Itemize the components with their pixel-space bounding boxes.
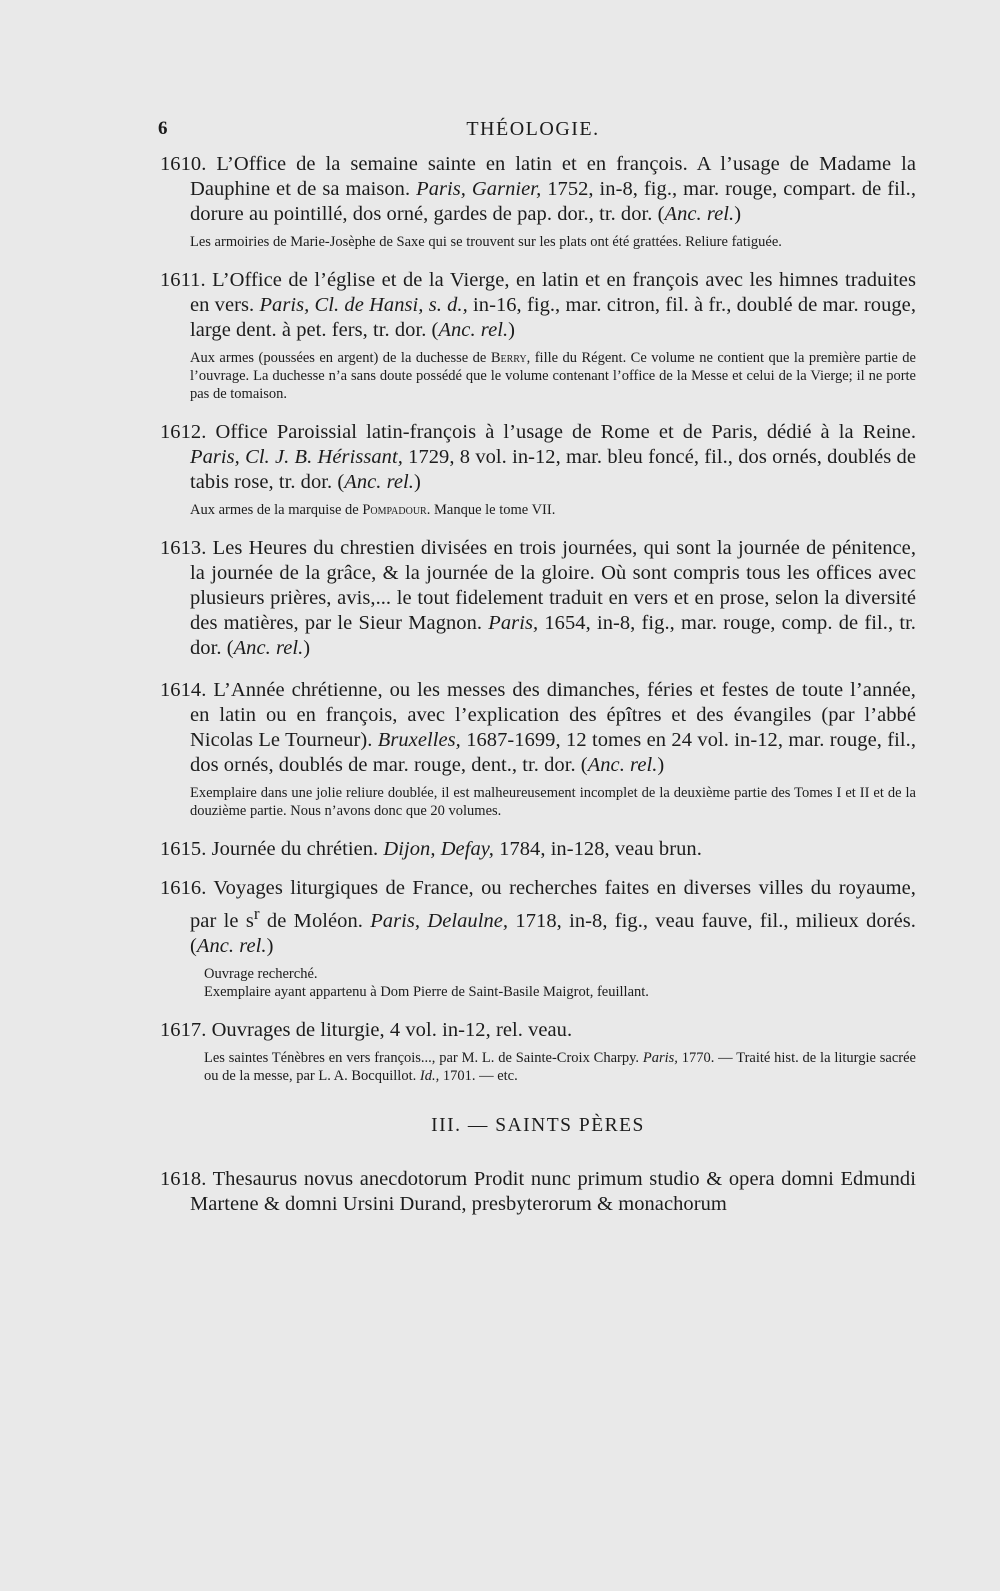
page-header <box>158 118 908 148</box>
entry-1617 <box>160 1018 916 1085</box>
entry-binding: Anc. rel. <box>664 203 735 225</box>
entry-title: Office Paroissial latin-françois à l’usage de Rome et de Paris, dédié à la Reine. <box>215 421 916 443</box>
entry-binding-close: ) <box>657 754 665 776</box>
entry-publisher: Dijon, Defay, <box>383 838 494 860</box>
entry-number: 1613. <box>160 537 207 559</box>
entry-1612 <box>160 420 916 519</box>
note-place: Id., <box>419 1067 440 1084</box>
entry-1617-text <box>160 1018 916 1043</box>
entry-1617-note <box>160 1049 916 1085</box>
note-text: . Manque le tome VII. <box>426 502 556 518</box>
entry-publisher: Paris, Cl. de Hansi, s. d., <box>259 294 468 316</box>
entry-1616-text <box>160 876 916 959</box>
entry-title-end: de Moléon. <box>259 909 363 932</box>
entry-publisher: Bruxelles, <box>377 729 461 751</box>
entry-binding: Anc. rel. <box>438 319 509 341</box>
entry-1611-text <box>160 268 916 343</box>
entry-description: 1784, in-128, veau brun. <box>499 838 702 860</box>
entry-1614 <box>160 678 916 820</box>
page-number: 6 <box>158 118 168 139</box>
entry-1618 <box>160 1167 916 1217</box>
entry-publisher: Paris, Garnier, <box>416 178 542 200</box>
entry-binding-close: ) <box>734 203 742 225</box>
entry-1610 <box>160 152 916 251</box>
entry-binding: Anc. rel. <box>196 934 267 957</box>
entry-number: 1615. <box>160 838 207 860</box>
entry-title: L’Année chrétienne, ou les messes des dimanches, féries et festes de toute l’année, en latin ou en françois, avec l’explication des épîtres et des évangiles (par l’abbé Nicolas Le Tourneur). <box>190 679 916 751</box>
entry-binding-close: ) <box>508 319 516 341</box>
entry-title: L’Office de l’église et de la Vierge, en latin et en françois avec les himnes traduites en vers. <box>190 269 916 316</box>
note-name: Berry <box>490 350 527 366</box>
note-line: Exemplaire ayant appartenu à Dom Pierre de Saint-Basile Maigrot, feuillant. <box>204 983 649 1000</box>
entry-description: 1729, 8 vol. in-12, mar. bleu foncé, fil., dos ornés, doublés de tabis rose, tr. dor. ( <box>190 446 916 493</box>
note-text: Les saintes Ténèbres en vers françois..., par M. L. de Sainte-Croix Charpy. <box>204 1049 643 1066</box>
entry-number: 1610. <box>160 153 207 175</box>
entry-number: 1616. <box>160 877 207 899</box>
entry-title: Voyages liturgiques de France, ou recherches faites en diverses villes du royaume, par le s <box>190 877 916 932</box>
catalogue-entries <box>160 152 916 1234</box>
entry-1616-note <box>160 965 916 1001</box>
entry-binding: Anc. rel. <box>233 637 304 659</box>
running-title: THÉOLOGIE. <box>466 118 600 140</box>
note-line: Ouvrage recherché. <box>204 965 318 982</box>
entry-title: Thesaurus novus anecdotorum Prodit nunc primum studio & opera domni Edmundi Martene & domni Ursini Durand, presbyterorum & monachorum <box>190 1167 916 1215</box>
note-text: Aux armes (poussées en argent) de la duchesse de <box>190 350 491 366</box>
entry-1613 <box>160 536 916 661</box>
entry-1615-text <box>160 837 916 862</box>
entry-1610-text <box>160 152 916 227</box>
entry-1616 <box>160 876 916 1001</box>
entry-binding: Anc. rel. <box>344 471 414 493</box>
entry-number: 1611. <box>160 269 206 291</box>
entry-binding-close: ) <box>266 934 274 957</box>
entry-number: 1612. <box>160 421 207 443</box>
entry-publisher: Paris, <box>488 612 539 634</box>
note-place: Paris, <box>642 1049 678 1066</box>
entry-publisher: Paris, Delaulne, <box>370 909 509 932</box>
note-text: , fille du Régent. Ce volume ne contient que la première partie de l’ouvrage. La duchesse n’a sans doute possédé que le volume contenant l’office de la Messe et celui de la Vierge; il ne porte pas de tomaison. <box>190 350 916 402</box>
entry-publisher: Paris, Cl. J. B. Hérissant, <box>190 446 403 468</box>
note-name: Pompadour <box>362 502 427 518</box>
note-text: 1701. — etc. <box>439 1067 518 1084</box>
note-text: 1770. — Traité hist. de la liturgie sacrée ou de la messe, par L. A. Bocquillot. <box>204 1049 916 1084</box>
entry-title: L’Office de la semaine sainte en latin et en françois. A l’usage de Madame la Dauphine et de sa maison. <box>190 153 916 200</box>
entry-1618-text <box>160 1167 916 1217</box>
section-heading: III. — SAINTS PÈRES <box>431 1114 645 1136</box>
entry-description: 1718, in-8, fig., veau fauve, fil., milieux dorés. ( <box>190 909 916 957</box>
entry-title: Journée du chrétien. <box>211 838 379 860</box>
entry-1615 <box>160 837 916 862</box>
entry-1610-note: Les armoiries de Marie-Josèphe de Saxe qui se trouvent sur les plats ont été grattées. Reliure fatiguée. <box>190 234 782 250</box>
entry-title: Ouvrages de liturgie, 4 vol. in-12, rel. veau. <box>211 1018 573 1041</box>
entry-1614-text <box>160 678 916 778</box>
entry-binding: Anc. rel. <box>587 754 658 776</box>
entry-1612-text <box>160 420 916 495</box>
entry-title: Les Heures du chrestien divisées en trois journées, qui sont la journée de pénitence, la journée de la grâce, & la journée de la gloire. Où sont compris tous les offices avec plusieurs prières, avis,... le tout fidelement traduit en vers et en prose, selon la diversité des matières, par le Sieur Magnon. <box>190 537 916 634</box>
entry-1611 <box>160 268 916 403</box>
entry-description: 1687-1699, 12 tomes en 24 vol. in-12, mar. rouge, fil., dos ornés, doublés de mar. rouge, dent., tr. dor. ( <box>190 729 917 776</box>
entry-title-superscript: r <box>253 904 260 923</box>
entry-description: 1654, in-8, fig., mar. rouge, comp. de fil., tr. dor. ( <box>190 612 916 659</box>
entry-1614-note: Exemplaire dans une jolie reliure doublée, il est malheureusement incomplet de la deuxième partie des Tomes I et II et de la douzième partie. Nous n’avons donc que 20 volumes. <box>190 785 916 819</box>
entry-binding-close: ) <box>413 471 421 493</box>
entry-description: in-16, fig., mar. citron, fil. à fr., doublé de mar. rouge, large dent. à pet. fers, tr. dor. ( <box>190 294 917 341</box>
entry-1612-note <box>160 501 916 519</box>
entry-binding-close: ) <box>303 637 311 659</box>
entry-number: 1618. <box>160 1167 207 1190</box>
entry-1611-note <box>160 349 916 403</box>
entry-number: 1617. <box>160 1018 207 1041</box>
entry-number: 1614. <box>160 679 207 701</box>
entry-description: 1752, in-8, fig., mar. rouge, compart. de fil., dorure au pointillé, dos orné, gardes de pap. dor., tr. dor. ( <box>190 178 916 225</box>
entry-1613-text <box>160 536 916 661</box>
note-text: Aux armes de la marquise de <box>190 502 363 518</box>
